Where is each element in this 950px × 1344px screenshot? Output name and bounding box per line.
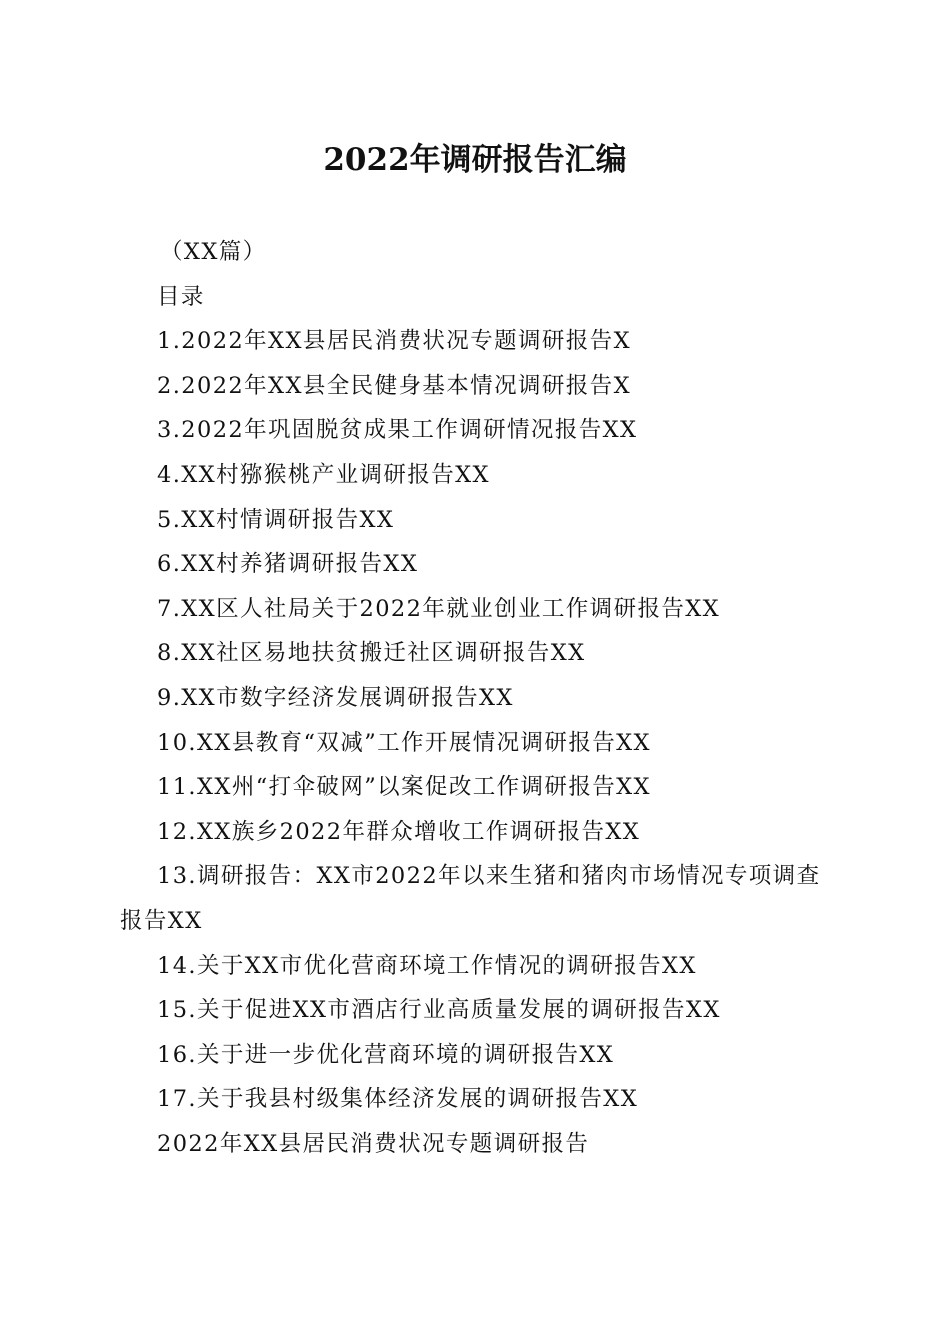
- toc-item: 2.2022年XX县全民健身基本情况调研报告X: [157, 372, 631, 399]
- document-body: [120, 230, 830, 1166]
- toc-item: 13.调研报告：XX市2022年以来生猪和猪肉市场情况专项调查报告XX: [120, 863, 821, 934]
- document-title: 2022年调研报告汇编: [323, 142, 627, 178]
- toc-item: 14.关于XX市优化营商环境工作情况的调研报告XX: [157, 952, 697, 979]
- toc-item: 4.XX村猕猴桃产业调研报告XX: [157, 461, 490, 488]
- toc-item: 16.关于进一步优化营商环境的调研报告XX: [157, 1041, 615, 1068]
- toc-item: 11.XX州“打伞破网”以案促改工作调研报告XX: [157, 774, 651, 801]
- toc-item: 15.关于促进XX市酒店行业高质量发展的调研报告XX: [157, 997, 721, 1024]
- section-heading: 2022年XX县居民消费状况专题调研报告: [157, 1130, 590, 1157]
- subtitle: （XX篇）: [160, 239, 267, 265]
- toc-item: 3.2022年巩固脱贫成果工作调研情况报告XX: [157, 417, 638, 444]
- toc-item: 9.XX市数字经济发展调研报告XX: [157, 684, 514, 711]
- toc-item: 12.XX族乡2022年群众增收工作调研报告XX: [157, 818, 641, 845]
- toc-item: 17.关于我县村级集体经济发展的调研报告XX: [157, 1086, 639, 1113]
- toc-item: 6.XX村养猪调研报告XX: [157, 551, 419, 578]
- toc-item: 8.XX社区易地扶贫搬迁社区调研报告XX: [157, 640, 586, 667]
- toc-item: 1.2022年XX县居民消费状况专题调研报告X: [157, 328, 631, 355]
- toc-item: 7.XX区人社局关于2022年就业创业工作调研报告XX: [157, 595, 721, 622]
- toc-item: 5.XX村情调研报告XX: [157, 506, 395, 533]
- toc-item: 10.XX县教育“双减”工作开展情况调研报告XX: [157, 729, 651, 756]
- toc-heading: 目录: [157, 283, 205, 310]
